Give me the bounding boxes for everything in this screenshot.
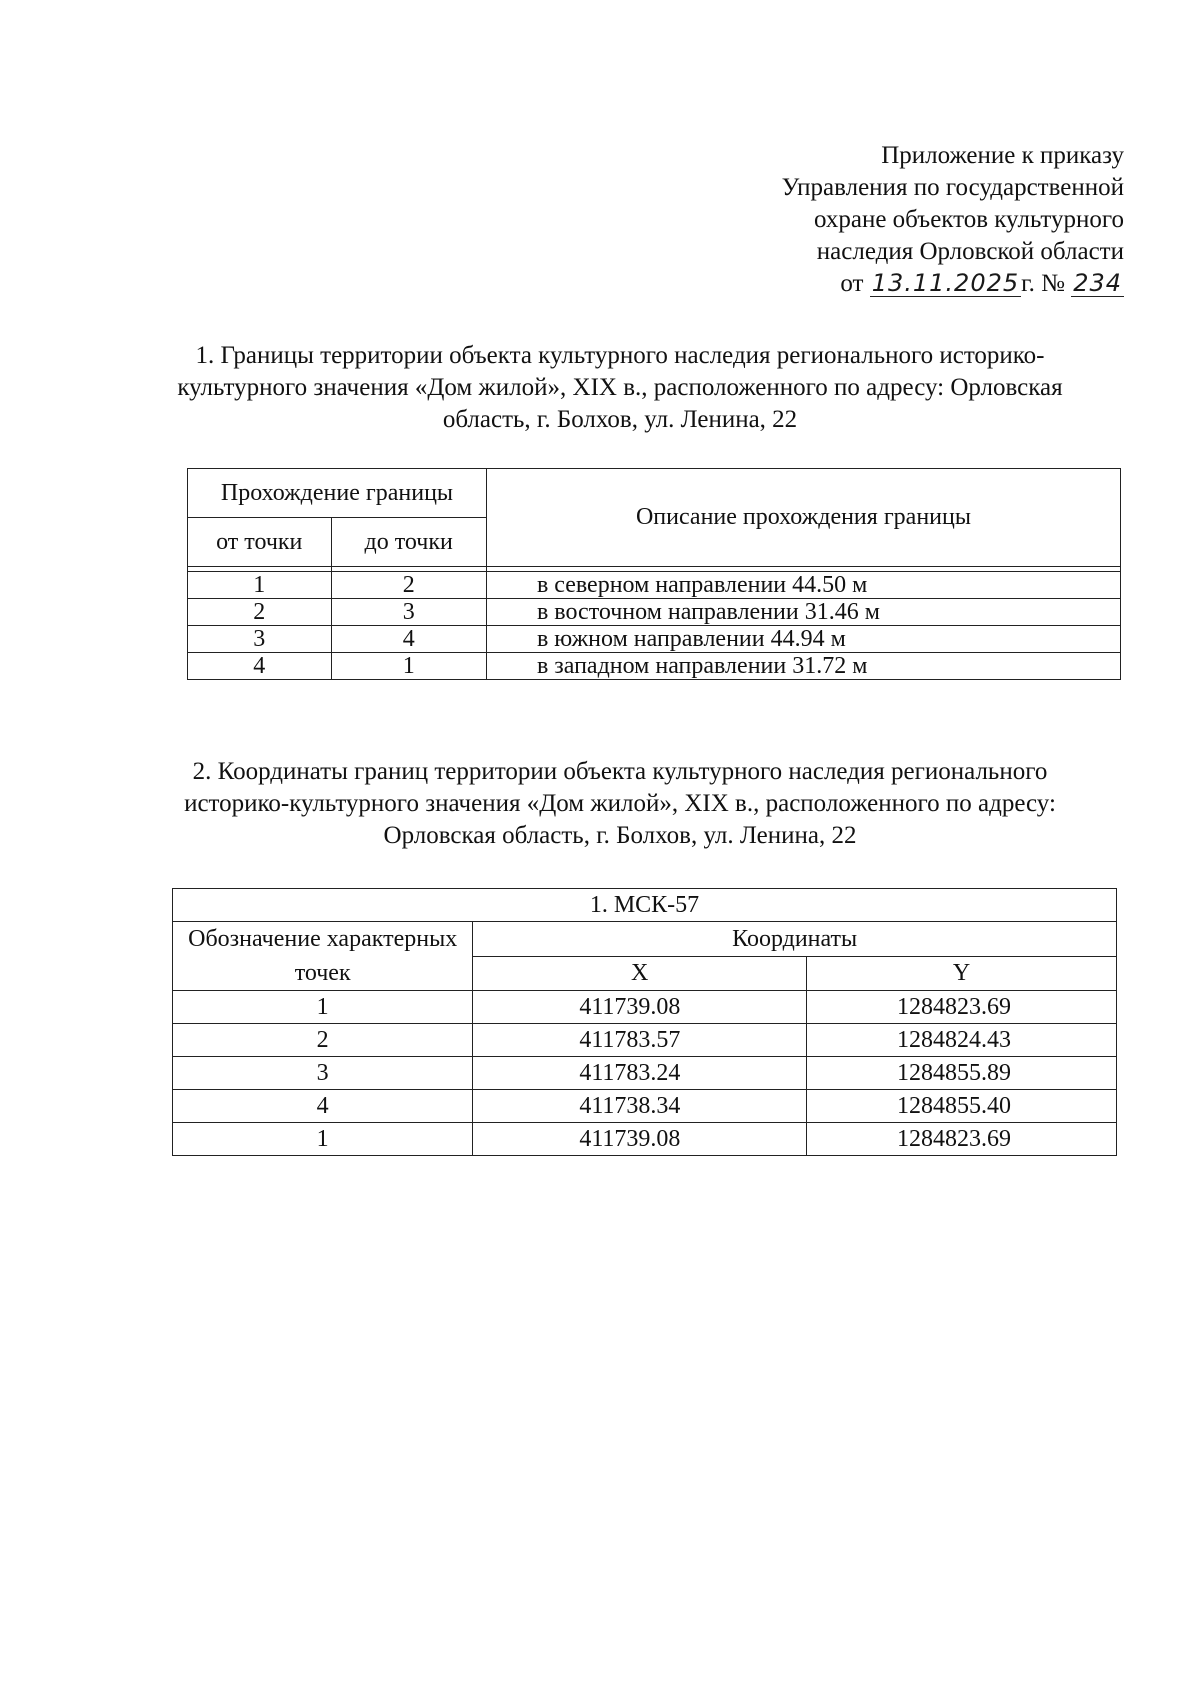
header-boundary-description: Описание прохождения границы (486, 469, 1120, 567)
cell-point: 3 (173, 1057, 473, 1090)
cell-from: 1 (188, 572, 332, 599)
cell-x: 411783.57 (473, 1024, 807, 1057)
cell-y: 1284824.43 (807, 1024, 1117, 1057)
coordinate-system-caption: 1. МСК-57 (173, 889, 1117, 922)
section-1-title: 1. Границы территории объекта культурного наследия регионального историко-культурного значения «Дом жилой», XIX в., расположенного по адресу: Орловская область, г. Болхов, ул. Ленина, 22 (177, 342, 1063, 433)
table-row (173, 1090, 1117, 1123)
header-line-3: охране объектов культурного (813, 206, 1124, 233)
cell-to: 3 (331, 599, 486, 626)
table-row (188, 599, 1121, 626)
table-row (173, 1123, 1117, 1156)
cell-point: 4 (173, 1090, 473, 1123)
cell-point: 2 (173, 1024, 473, 1057)
header-boundary-passage: Прохождение границы (188, 469, 487, 518)
cell-from: 4 (188, 653, 332, 680)
handwritten-date: 13.11.2025 (871, 269, 1020, 297)
cell-point: 1 (173, 1123, 473, 1156)
header-y: Y (807, 956, 1117, 991)
header-point-designation: Обозначение характерных точек (173, 922, 473, 991)
cell-from: 2 (188, 599, 332, 626)
header-coordinates: Координаты (473, 922, 1117, 957)
coordinates-table (172, 888, 1117, 1156)
table-row (173, 1057, 1117, 1090)
cell-point: 1 (173, 991, 473, 1024)
cell-y: 1284855.40 (807, 1090, 1117, 1123)
cell-x: 411739.08 (473, 1123, 807, 1156)
table-row (173, 1024, 1117, 1057)
date-prefix: от (840, 270, 864, 297)
cell-to: 4 (331, 626, 486, 653)
cell-y: 1284823.69 (807, 1123, 1117, 1156)
cell-x: 411739.08 (473, 991, 807, 1024)
table-row (188, 626, 1121, 653)
appendix-header (782, 140, 1124, 300)
table-header-row (188, 469, 1121, 518)
cell-description: в восточном направлении 31.46 м (486, 599, 1120, 626)
cell-description: в южном направлении 44.94 м (486, 626, 1120, 653)
cell-from: 3 (188, 626, 332, 653)
section-2-title: 2. Координаты границ территории объекта культурного наследия регионального историко-культурного значения «Дом жилой», XIX в., расположенного по адресу: Орловская область, г. Болхов, ул. Ленина, 22 (184, 758, 1056, 849)
header-x: X (473, 956, 807, 991)
header-line-4: наследия Орловской области (816, 238, 1124, 265)
cell-to: 2 (331, 572, 486, 599)
header-to-point: до точки (331, 518, 486, 567)
cell-description: в северном направлении 44.50 м (486, 572, 1120, 599)
date-suffix: г. № (1021, 270, 1065, 297)
header-line-2: Управления по государственной (781, 174, 1124, 201)
table-row (188, 653, 1121, 680)
cell-to: 1 (331, 653, 486, 680)
handwritten-order-number: 234 (1073, 269, 1122, 297)
cell-x: 411783.24 (473, 1057, 807, 1090)
table-row (173, 991, 1117, 1024)
cell-y: 1284855.89 (807, 1057, 1117, 1090)
header-line-1: Приложение к приказу (881, 142, 1124, 169)
cell-x: 411738.34 (473, 1090, 807, 1123)
table-row (188, 572, 1121, 599)
table-header-row (173, 922, 1117, 957)
table-caption-row (173, 889, 1117, 922)
cell-y: 1284823.69 (807, 991, 1117, 1024)
cell-description: в западном направлении 31.72 м (486, 653, 1120, 680)
order-date-line (782, 268, 1124, 300)
header-from-point: от точки (188, 518, 332, 567)
boundary-passage-table (187, 468, 1121, 680)
